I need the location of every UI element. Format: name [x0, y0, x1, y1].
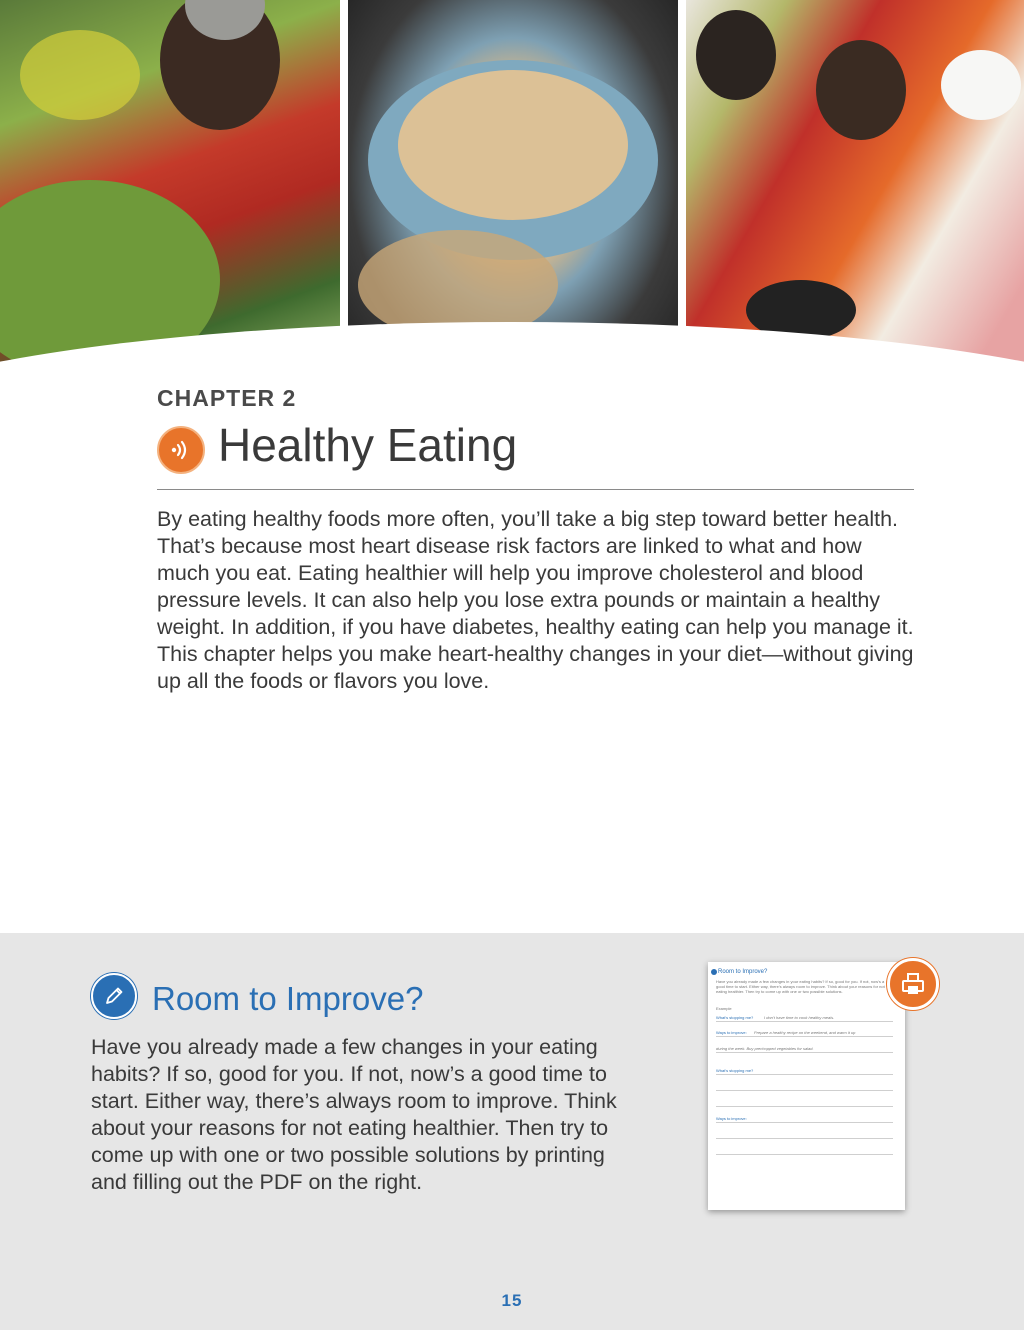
worksheet-line [716, 1090, 893, 1091]
room-to-improve-title: Room to Improve? [152, 980, 424, 1017]
worksheet-line [716, 1021, 893, 1022]
worksheet-ways-example-2: during the week. Buy prechopped vegetables for salad. [716, 1046, 814, 1051]
worksheet-line [716, 1106, 893, 1107]
chapter-title: Healthy Eating [218, 419, 518, 471]
worksheet-stopping-example: I don’t have time to cook healthy meals. [764, 1015, 835, 1020]
page-number: 15 [501, 1291, 523, 1310]
worksheet-pencil-icon [711, 969, 717, 975]
pencil-icon-glyph [102, 984, 126, 1008]
family-cooking-photo [686, 0, 1024, 380]
printer-icon-glyph [900, 971, 926, 997]
woman-shopping-produce-photo [0, 0, 340, 380]
worksheet-ways-label: Ways to improve: [716, 1116, 747, 1121]
worksheet-line [716, 1052, 893, 1053]
chapter-label: CHAPTER 2 [157, 385, 297, 411]
worksheet-stopping-label: What’s stopping me? [716, 1068, 754, 1073]
room-to-improve-body: Have you already made a few changes in your eating habits? If so, good for you. If not, now’s a good time to start. Either way, there’s always room to improve. Think about your reasons for not eating healthier. Then try to come up with one or two possible solutions by printing and filling out the PDF on the right. [91, 1035, 617, 1194]
pencil-icon [91, 973, 137, 1019]
worksheet-line [716, 1074, 893, 1075]
hero-photo-banner [0, 0, 1024, 380]
worksheet-intro: Have you already made a few changes in your eating habits? If so, good for you. If not, now’s a good time to start. Either way, there’s always room to improve. Think about your reasons for not eating healthier. Then try to come up with one or two possible solutions. [716, 979, 885, 994]
audio-icon-glyph [169, 438, 193, 462]
worksheet-line [716, 1154, 893, 1155]
worksheet-ways-example-1: Prepare a healthy recipe on the weekend, and warm it up [754, 1030, 856, 1035]
audio-icon[interactable] [157, 426, 205, 474]
chapter-intro: By eating healthy foods more often, you’ll take a big step toward better health. That’s because most heart disease risk factors are linked to what and how much you eat. Eating healthier will help you improve cholesterol and blood pressure levels. It can also help you lose extra pounds or maintain a healthy weight. In addition, if you have diabetes, healthy eating can help you manage it. This chapter helps you make heart-healthy changes in your diet—without giving up all the foods or flavors you love. [157, 507, 914, 693]
worksheet-line [716, 1138, 893, 1139]
worksheet-line [716, 1122, 893, 1123]
pdf-worksheet-thumbnail[interactable] [708, 962, 905, 1210]
printer-icon[interactable] [887, 958, 939, 1010]
worksheet-title: Room to Improve? [718, 969, 768, 975]
title-divider [157, 489, 914, 490]
worksheet-line [716, 1036, 893, 1037]
worksheet-example-label: Example [716, 1006, 732, 1011]
worksheet-ways-label-example: Ways to improve: [716, 1030, 747, 1035]
worksheet-stopping-label-example: What’s stopping me? [716, 1015, 754, 1020]
